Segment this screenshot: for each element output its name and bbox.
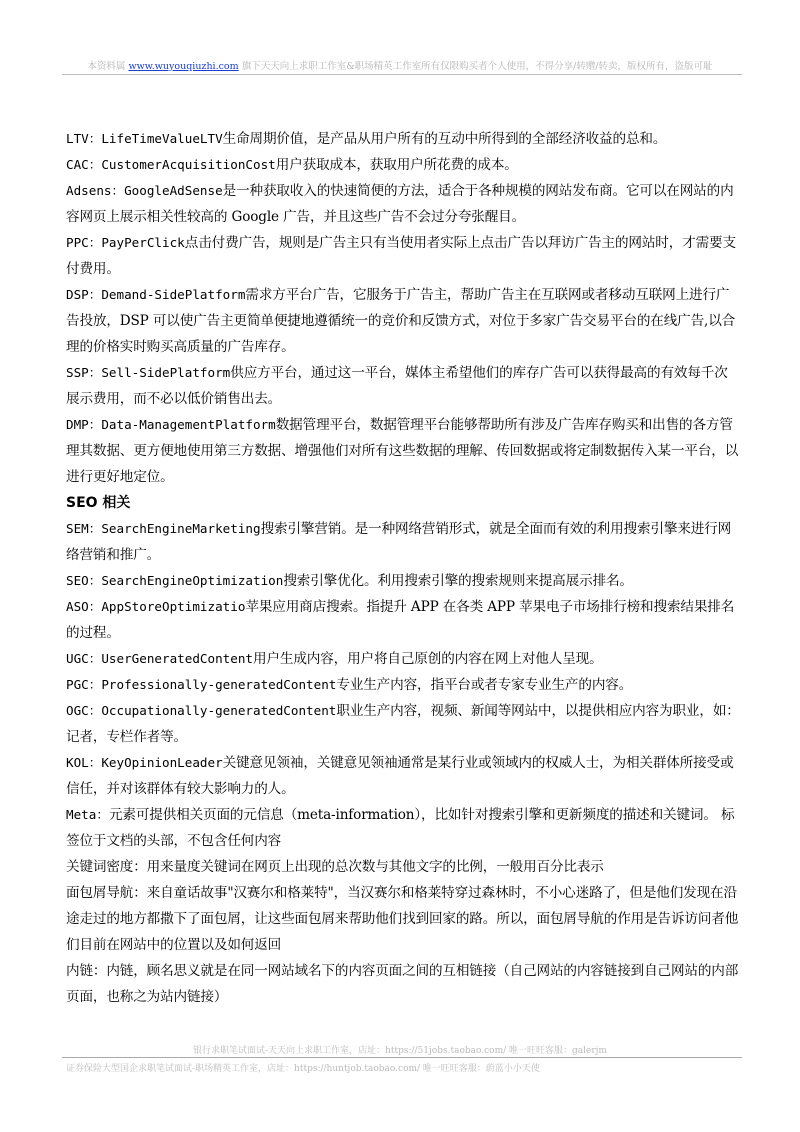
footer-line-2: 证券保险大型国企求职笔试面试-职场精英工作室，店址：https://huntjob.taobao.com/ 唯一旺旺客服：蔚蓝小小天使 bbox=[66, 1064, 540, 1074]
glossary-entry bbox=[66, 152, 740, 178]
entry-definition: 生命周期价值，是产品从用户所有的互动中所得到的全部经济收益的总和。 bbox=[222, 131, 667, 147]
entry-term: KOL：KeyOpinionLeader bbox=[66, 755, 223, 770]
site-link[interactable]: www.wuyouqiuzhi.com bbox=[128, 61, 239, 72]
entry-definition: 供应方平台，通过这一平台，媒体主希望他们的库存广告可以获得最高的有效每千次展示费用，而不必以低价销售出去。 bbox=[66, 365, 728, 407]
entry-definition: 苹果应用商店搜索。指提升 APP 在各类 APP 苹果电子市场排行榜和搜索结果排名的过程。 bbox=[66, 599, 735, 641]
entry-definition: 需求方平台广告，它服务于广告主，帮助广告主在互联网或者移动互联网上进行广告投放，DSP 可以使广告主更简单便捷地遵循统一的竞价和反馈方式，对位于多家广告交易平台的在线广告,以合理的价格实时购买高质量的广告库存。 bbox=[66, 287, 736, 355]
entry-definition: 搜索引擎优化。利用搜索引擎的搜索规则来提高展示排名。 bbox=[283, 573, 633, 589]
entry-definition: 数据管理平台，数据管理平台能够帮助所有涉及广告库存购买和出售的各方管理其数据、更方便地使用第三方数据、增强他们对所有这些数据的理解、传回数据或将定制数据传入某一平台，以进行更好地定位。 bbox=[66, 417, 739, 485]
glossary-entry bbox=[66, 750, 740, 802]
entry-term: ASO：AppStoreOptimizatio bbox=[66, 599, 246, 614]
entry-term: UGC：UserGeneratedContent bbox=[66, 651, 253, 666]
footer-rule bbox=[62, 1057, 742, 1058]
entry-definition: 内链：内链，顾名思义就是在同一网站域名下的内容页面之间的互相链接（自己网站的内容链接到自己网站的内部页面，也称之为站内链接） bbox=[66, 963, 739, 1005]
glossary-entry bbox=[66, 282, 740, 360]
notice-suffix: 旗下天天向上求职工作室&职场精英工作室所有仅限购买者个人使用，不得分享/转赠/转卖，版权所有，盗版可耻 bbox=[238, 61, 713, 72]
section-heading: SEO 相关 bbox=[66, 495, 131, 511]
entry-definition: 是一种获取收入的快速简便的方法，适合于各种规模的网站发布商。它可以在网站的内容网页上展示相关性较高的 Google 广告，并且这些广告不会过分夸张醒目。 bbox=[66, 183, 734, 225]
entry-term: OGC：Occupationally-generatedContent bbox=[66, 703, 337, 718]
glossary-entry bbox=[66, 178, 740, 230]
entry-term: Meta： bbox=[66, 807, 109, 822]
entry-definition: 点击付费广告，规则是广告主只有当使用者实际上点击广告以拜访广告主的网站时，才需要支付费用。 bbox=[66, 235, 736, 277]
entry-term: SEM：SearchEngineMarketing bbox=[66, 521, 261, 536]
glossary-section bbox=[66, 126, 740, 490]
header-rule bbox=[62, 74, 742, 75]
entry-term: SEO：SearchEngineOptimization bbox=[66, 573, 284, 588]
glossary-entry bbox=[66, 594, 740, 646]
copyright-notice bbox=[0, 58, 800, 72]
entry-definition: 搜索引擎营销。是一种网络营销形式，就是全面而有效的利用搜索引擎来进行网络营销和推广。 bbox=[66, 521, 732, 563]
glossary-entry bbox=[66, 958, 740, 1010]
entry-definition: 专业生产内容，指平台或者专家专业生产的内容。 bbox=[336, 677, 633, 693]
entry-term: CAC：CustomerAcquisitionCost bbox=[66, 157, 276, 172]
document-body bbox=[66, 126, 740, 1010]
glossary-entry bbox=[66, 516, 740, 568]
entry-term: PPC：PayPerClick bbox=[66, 235, 185, 250]
glossary-entry bbox=[66, 672, 740, 698]
glossary-entry bbox=[66, 880, 740, 958]
glossary-entry bbox=[66, 802, 740, 854]
glossary-entry bbox=[66, 360, 740, 412]
entry-term: DMP：Data-ManagementPlatform bbox=[66, 417, 276, 432]
glossary-entry bbox=[66, 568, 740, 594]
entry-definition: 元素可提供相关页面的元信息（meta-information），比如针对搜索引擎和更新频度的描述和关键词。 标签位于文档的头部，不包含任何内容 bbox=[66, 807, 735, 849]
entry-term: DSP：Demand-SidePlatform bbox=[66, 287, 246, 302]
glossary-entry bbox=[66, 230, 740, 282]
entry-term: LTV：LifeTimeValueLTV bbox=[66, 131, 223, 146]
glossary-entry bbox=[66, 126, 740, 152]
entry-definition: 用户生成内容，用户将自己原创的内容在网上对他人呈现。 bbox=[252, 651, 603, 667]
notice-prefix: 本资料属 bbox=[87, 61, 129, 72]
glossary-entry bbox=[66, 854, 740, 880]
entry-term: Adsens：GoogleAdSense bbox=[66, 183, 223, 198]
entry-definition: 面包屑导航：来自童话故事"汉赛尔和格莱特"，当汉赛尔和格莱特穿过森林时，不小心迷路了，但是他们发现在沿途走过的地方都撒下了面包屑，让这些面包屑来帮助他们找到回家的路。所以，面包屑导航的作用是告诉访问者他们目前在网站中的位置以及如何返回 bbox=[66, 885, 739, 953]
entry-definition: 职业生产内容，视频、新闻等网站中，以提供相应内容为职业，如：记者，专栏作者等。 bbox=[66, 703, 740, 745]
entry-definition: 关键意见领袖，关键意见领袖通常是某行业或领域内的权威人士，为相关群体所接受或信任，并对该群体有较大影响力的人。 bbox=[66, 755, 734, 797]
entry-definition: 用户获取成本，获取用户所花费的成本。 bbox=[275, 157, 518, 173]
entry-definition: 关键词密度：用来量度关键词在网页上出现的总次数与其他文字的比例，一般用百分比表示 bbox=[66, 859, 604, 875]
glossary-entry bbox=[66, 412, 740, 490]
footer-line-1: 银行求职笔试面试-天天向上求职工作室，店址：https://51jobs.taobao.com/ 唯一旺旺客服：galerjm bbox=[193, 1046, 607, 1056]
glossary-entry bbox=[66, 646, 740, 672]
entry-term: PGC：Professionally-generatedContent bbox=[66, 677, 337, 692]
entry-term: SSP：Sell-SidePlatform bbox=[66, 365, 231, 380]
seo-glossary-section bbox=[66, 516, 740, 1010]
glossary-entry bbox=[66, 698, 740, 750]
